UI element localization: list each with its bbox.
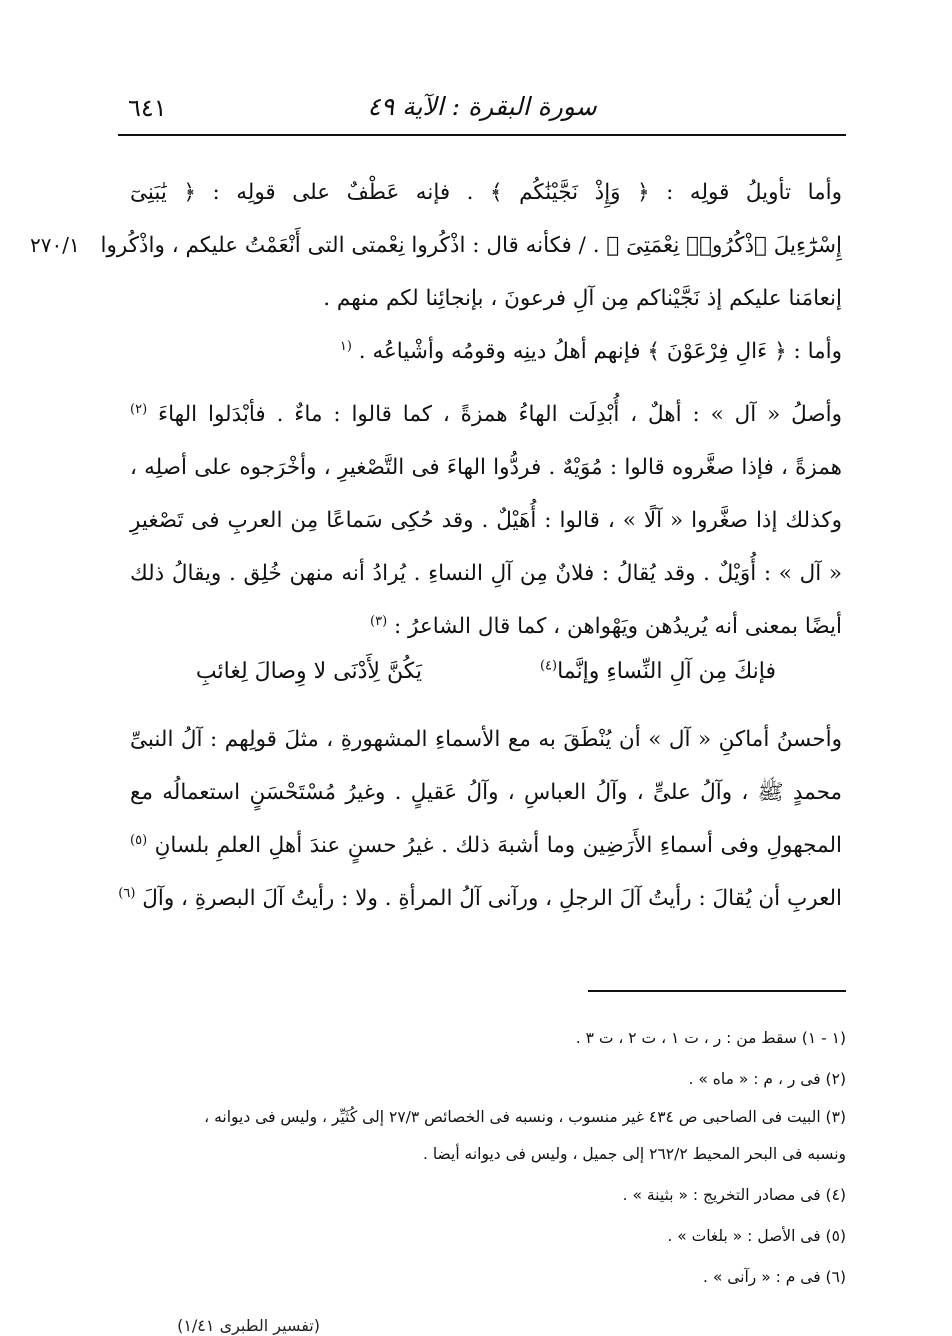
page-header — [118, 86, 846, 136]
text-line-7: وكذلك إذا صغَّروا « آلًا » ، قالوا : أُهَيْلٌ . وقد حُكِى سَماعًا مِن العربِ فى تَصْغيرِ — [130, 508, 842, 533]
footnote-marker-2: (٢) — [130, 401, 148, 417]
text-line-5-content: وأصلُ « آل » : أهلٌ ، أُبْدِلَت الهاءُ همزةً ، كما قالوا : ماءٌ . فأبْدَلوا الهاءَ — [158, 402, 842, 427]
text-line-13 — [118, 872, 842, 925]
footnote-marker-1: (١ — [339, 338, 352, 354]
text-line-8: « آل » : أُوَيْلٌ . وقد يُقالُ : فلانٌ مِن آلِ النساءِ . يُرادُ أنه منهن خُلِق . ويقالُ ذلك — [130, 561, 842, 586]
footnote-marker-3: (٣) — [370, 613, 388, 629]
text-line-4 — [130, 325, 842, 378]
footnote-3: (٣) البيت فى الصاحبى ص ٤٣٤ غير منسوب ، ونسبه فى الخصائص ٢٧/٣ إلى كُثَيِّر ، وليس فى ديوانه ، — [204, 1108, 846, 1126]
text-line-1: وأما تأويلُ قولِه : ﴿ وَإِذْ نَجَّيْنَٰكُم ﴾ . فإنه عَطْفٌ على قولِه : ﴿ يَٰبَنِىٓ — [130, 180, 842, 205]
text-line-6: همزةً ، فإذا صغَّروه قالوا : مُوَيْهٌ . فردُّوا الهاءَ فى التَّصْغيرِ ، وأخْرَجوه على أصلِه ، — [130, 455, 842, 480]
text-line-10: وأحسنُ أماكنِ « آل » أن يُنْطَقَ به مع الأسماءِ المشهورةِ ، مثلَ قولِهم : آلُ النبىِّ — [130, 727, 842, 752]
running-title: سورة البقرة : الآية ٤٩ — [367, 92, 597, 121]
verse-hemistich-second: يَكُنَّ لِأَدْنَى لا وِصالَ لِغائبِ — [195, 659, 422, 684]
verse-hemistich-first: فإنكَ مِن آلِ النِّساءِ وإنَّما$^{(٤)}$ — [539, 658, 776, 684]
text-line-12 — [130, 819, 842, 872]
text-line-4-content: وأما : ﴿ ءَالِ فِرْعَوْنَ ﴾ فإنهم أهلُ دينِه وقومُه وأشْياعُه . — [358, 339, 842, 364]
footnote-marker-5: (٥) — [130, 832, 148, 848]
footnote-5: (٥) فى الأصل : « بلغات » . — [667, 1227, 846, 1245]
footnote-marker-4: (٤) — [539, 658, 558, 674]
footnote-1: (١ - ١) سقط من : ر ، ت ١ ، ت ٢ ، ت ٣ . — [575, 1029, 846, 1047]
poetry-verse — [130, 653, 842, 713]
text-line-5 — [130, 388, 842, 441]
text-line-13-content: العربِ أن يُقالَ : رأيتُ آلَ الرجلِ ، ورآنى آلُ المرأةِ . ولا : رأيتُ آلَ البصرةِ ، وآلَ — [142, 886, 842, 911]
footnote-marker-6: (٦) — [118, 885, 136, 901]
footnote-2: (٢) فى ر ، م : « ماه » . — [688, 1070, 846, 1088]
bottom-reference: (تفسير الطبرى ١/٤١) — [177, 1316, 320, 1335]
footnote-6: (٦) فى م : « رآنى » . — [703, 1268, 846, 1286]
text-line-9-content: أيضًا بمعنى أنه يُريدُهن ويَهْواهن ، كما قال الشاعرُ : — [393, 614, 842, 639]
margin-reference: ٢٧٠/١ — [30, 233, 80, 257]
text-line-9 — [130, 600, 842, 653]
text-line-2: إِسْرَٰٓءِيلَ ٱذْكُرُوا۟ نِعْمَتِىَ ﴾ . / فكأنه قال : اذْكُروا نِعْمتى التى أَنْعَمْتُ عليكم ، واذْكُروا — [100, 233, 842, 258]
page-number: ٦٤١ — [128, 94, 167, 122]
text-line-11: محمدٍ ﷺ ، وآلُ علىٍّ ، وآلُ العباسِ ، وآلُ عَقيلٍ . وغيرُ مُسْتَحْسَنٍ استعمالُه مع — [130, 780, 842, 805]
main-text — [100, 166, 842, 925]
footnote-4: (٤) فى مصادر التخريج : « بثينة » . — [622, 1186, 846, 1204]
footnotes — [130, 1018, 846, 1298]
text-line-3: إنعامَنا عليكم إذ نَجَّيْناكم مِن آلِ فرعونَ ، بإنجائِنا لكم منهم . — [323, 286, 842, 311]
footnote-3-continued: ونسبه فى البحر المحيط ٢٦٢/٢ إلى جميل ، وليس فى ديوانه أيضا . — [422, 1145, 846, 1163]
footnote-separator — [588, 990, 846, 992]
text-line-12-content: المجهولِ وفى أسماءِ الأَرَضِين وما أشبهَ ذلك . غيرُ حسنٍ عندَ أهلِ العلمِ بلسانِ — [154, 833, 842, 858]
